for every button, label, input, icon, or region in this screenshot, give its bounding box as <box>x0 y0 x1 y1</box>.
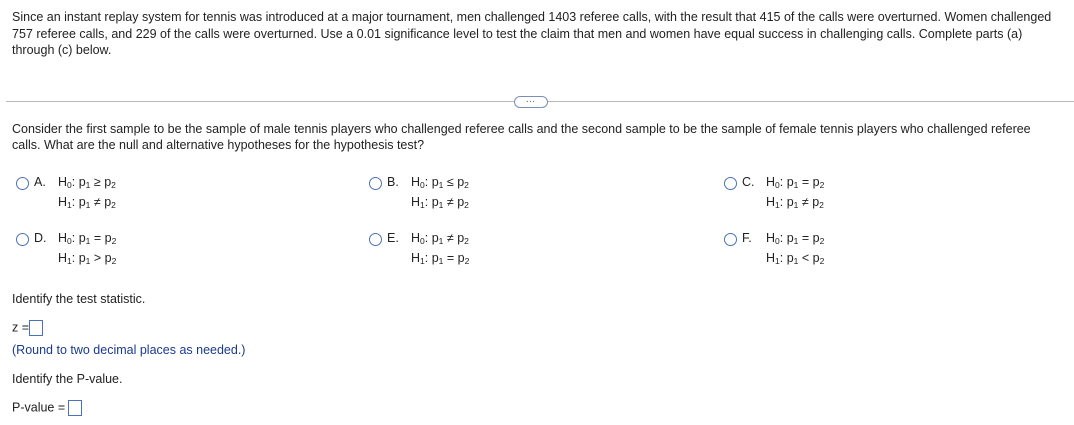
alternative-hypothesis: $H_1$: $p_1 \ne p_2$ <box>411 195 469 210</box>
radio-button[interactable] <box>724 233 737 246</box>
option-letter: E. <box>387 231 399 245</box>
radio-button[interactable] <box>369 177 382 190</box>
option-letter: D. <box>34 231 47 245</box>
radio-button[interactable] <box>16 177 29 190</box>
alternative-hypothesis: $H_1$: $p_1 \ne p_2$ <box>58 195 116 210</box>
option-letter: A. <box>34 175 46 189</box>
null-hypothesis: $H_0$: $p_1 \ne p_2$ <box>411 231 469 246</box>
radio-button[interactable] <box>724 177 737 190</box>
radio-button[interactable] <box>369 233 382 246</box>
alternative-hypothesis: $H_1$: $p_1 \ne p_2$ <box>766 195 824 210</box>
null-hypothesis: $H_0$: $p_1 = p_2$ <box>766 175 825 190</box>
rounding-hint: (Round to two decimal places as needed.) <box>12 343 246 357</box>
alternative-hypothesis: $H_1$: $p_1 < p_2$ <box>766 251 825 266</box>
hypothesis-question: Consider the first sample to be the sample of male tennis players who challenged referee calls and the second sample to be the sample of female tennis players who challenged referee calls. What are the null and alternative hypotheses for the hypothesis test? <box>12 122 1031 152</box>
test-statistic-prompt: Identify the test statistic. <box>12 292 146 306</box>
alternative-hypothesis: $H_1$: $p_1 = p_2$ <box>411 251 470 266</box>
problem-statement: Since an instant replay system for tennis was introduced at a major tournament, men challenged 1403 referee calls, with the result that 415 of the calls were overturned. Women challenged 757 referee calls, and 229 of the calls were overturned. Use a 0.01 significance level to test the claim that men and women have equal success in challenging calls. Complete parts (a) through (c) below. <box>12 10 1052 57</box>
option-letter: B. <box>387 175 399 189</box>
z-row <box>12 320 43 336</box>
radio-button[interactable] <box>16 233 29 246</box>
null-hypothesis: $H_0$: $p_1 \ge p_2$ <box>58 175 116 190</box>
null-hypothesis: $H_0$: $p_1 = p_2$ <box>766 231 825 246</box>
option-letter: C. <box>742 175 755 189</box>
alternative-hypothesis: $H_1$: $p_1 > p_2$ <box>58 251 117 266</box>
p-value-label: P-value = <box>12 400 66 415</box>
expand-more-button[interactable]: … <box>514 96 548 108</box>
option-letter: F. <box>742 231 752 245</box>
z-label: z = <box>12 320 30 335</box>
z-input[interactable] <box>29 320 43 336</box>
null-hypothesis: $H_0$: $p_1 = p_2$ <box>58 231 117 246</box>
p-value-input[interactable] <box>68 400 82 416</box>
p-value-prompt: Identify the P-value. <box>12 372 123 386</box>
null-hypothesis: $H_0$: $p_1 \le p_2$ <box>411 175 469 190</box>
p-value-row <box>12 400 82 416</box>
